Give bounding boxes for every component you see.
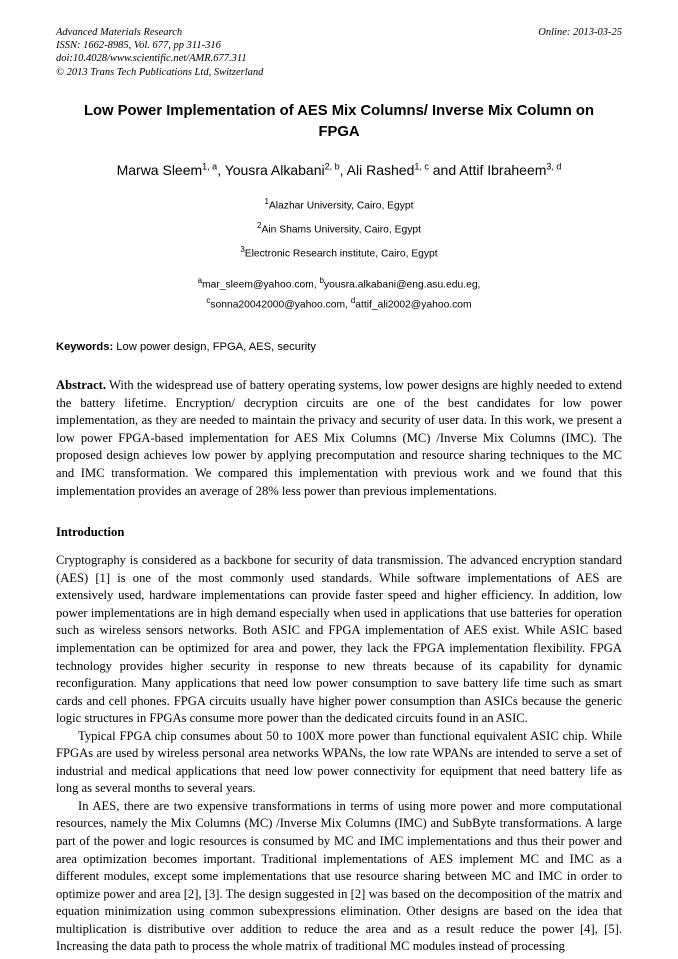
body-paragraph: Typical FPGA chip consumes about 50 to 100X more power than functional equivalent ASIC chip. While FPGAs are used by wireless personal area networks WPANs, the low rate WPANs are intended to serve a set of industrial and medical applications that need low power connectivity for equipment that need battery life as long as several months to several years. (56, 728, 622, 796)
affiliation-list (56, 192, 622, 264)
page-title: Low Power Implementation of AES Mix Columns/ Inverse Mix Column on FPGA (83, 102, 594, 140)
author-separator: , (217, 162, 225, 179)
email-list (56, 273, 622, 313)
author-entry (117, 162, 225, 178)
author-separator: , (339, 162, 347, 179)
affiliation-text: Alazhar University, Cairo, Egypt (268, 200, 414, 212)
abstract-text: With the widespread use of battery operating systems, low power designs are highly needed to extend the battery lifetime. Encryption/ decryption circuits are one of the best candidates for low power implementation, as they are needed to maintain the privacy and security of user data. In this work, we present a low power FPGA-based implementation for AES Mix Columns (MC) /Inverse Mix Columns (IMC). The proposed design achieves low power by applying precomputation and resource sharing techniques to the MC and IMC transformation. We compared this implementation with previous work and we found that this implementation provides an average of 28% less power than previous implementations. (56, 378, 622, 498)
author-name: Attif Ibraheem (459, 162, 547, 179)
email-address: sonna20042000@yahoo.com, (210, 299, 351, 311)
abstract-label: Abstract. (56, 378, 107, 393)
email-mark: c (206, 296, 211, 306)
author-entry (347, 162, 460, 178)
section-heading-introduction: Introduction (56, 525, 125, 540)
author-name: Marwa Sleem (116, 162, 203, 179)
affiliation-mark: 3 (240, 245, 245, 255)
affiliation-item (56, 192, 622, 216)
email-address: attif_ali2002@yahoo.com (355, 299, 472, 311)
email-address: yousra.alkabani@eng.asu.edu.eg, (323, 279, 481, 291)
abstract-block (56, 377, 622, 500)
body-paragraph: Cryptography is considered as a backbone for security of data transmission. The advanced encryption standard (AES) [1] is one of the most commonly used standards. While software implementations of AES are extensively used, hardware implementations can provide faster speed and higher efficiency. In addition, low power implementations are in high demand especially when used in applications that use batteries for operation such as wireless sensors networks. Both ASIC and FPGA implementation of AES exist. While ASIC based implementation can be optimized for area and power, they lack the FPGA implementation flexibility. FPGA technology provides higher security in response to new threats because of its capability for dynamic reconfiguration. Many applications that need low power consumption to save battery life time such as smart cards and cell phones. FPGA circuits usually have higher power consumption than ASICs because the generic logic structures in FPGAs consume more power than the dedicated circuits found in an ASIC. (56, 553, 622, 726)
journal-copyright: © 2013 Trans Tech Publications Ltd, Switzerland (56, 66, 264, 78)
email-line (56, 293, 622, 313)
journal-issn: ISSN: 1662-8985, Vol. 677, pp 311-316 (56, 40, 221, 52)
affiliation-text: Ain Shams University, Cairo, Egypt (261, 224, 421, 236)
author-name: Yousra Alkabani (224, 162, 325, 179)
author-entry (459, 162, 561, 178)
keywords-label: Keywords: (56, 341, 114, 354)
author-entry (225, 162, 347, 178)
online-date: Online: 2013-03-25 (538, 27, 622, 38)
author-name: Ali Rashed (346, 162, 415, 179)
journal-name: Advanced Materials Research (56, 27, 183, 38)
author-marks: 1, a (202, 161, 218, 172)
journal-header (56, 26, 622, 79)
affiliation-item (56, 240, 622, 264)
email-line (56, 273, 622, 293)
email-mark: a (197, 276, 203, 286)
author-list (56, 157, 622, 181)
affiliation-item (56, 216, 622, 240)
keywords-text: Low power design, FPGA, AES, security (113, 341, 316, 354)
body-paragraph: In AES, there are two expensive transformations in terms of using more power and more computational resources, namely the Mix Columns (MC) /Inverse Mix Columns (IMC) and SubByte transformations. A large part of the power and logic resources is consumed by MC and IMC implementations and thus their power and area optimization becomes important. Traditional implementations of AES implement MC and IMC as a different modules, except some implementations that use resource sharing between MC and IMC in order to optimize power and area [2], [3]. The design suggested in [2] was based on the decomposition of the matrix and equation minimization using common subexpressions elimination. Other designs are based on the idea that multiplication is distributive over addition to reduce the area and as a result reduce the power [4], [5]. Increasing the data path to process the whole matrix of traditional MC modules instead of processing (56, 798, 622, 954)
author-marks: 3, d (546, 161, 562, 172)
email-mark: b (319, 276, 324, 286)
keywords-block (56, 339, 622, 355)
author-separator: and (428, 162, 460, 179)
affiliation-text: Electronic Research institute, Cairo, Egypt (244, 248, 438, 260)
author-marks: 2, b (324, 161, 340, 172)
email-mark: d (350, 296, 356, 306)
journal-doi: doi:10.4028/www.scientific.net/AMR.677.311 (56, 53, 247, 65)
affiliation-mark: 1 (264, 197, 269, 207)
author-marks: 1, c (414, 161, 429, 172)
email-address: mar_sleem@yahoo.com, (202, 279, 320, 291)
affiliation-mark: 2 (257, 221, 262, 231)
